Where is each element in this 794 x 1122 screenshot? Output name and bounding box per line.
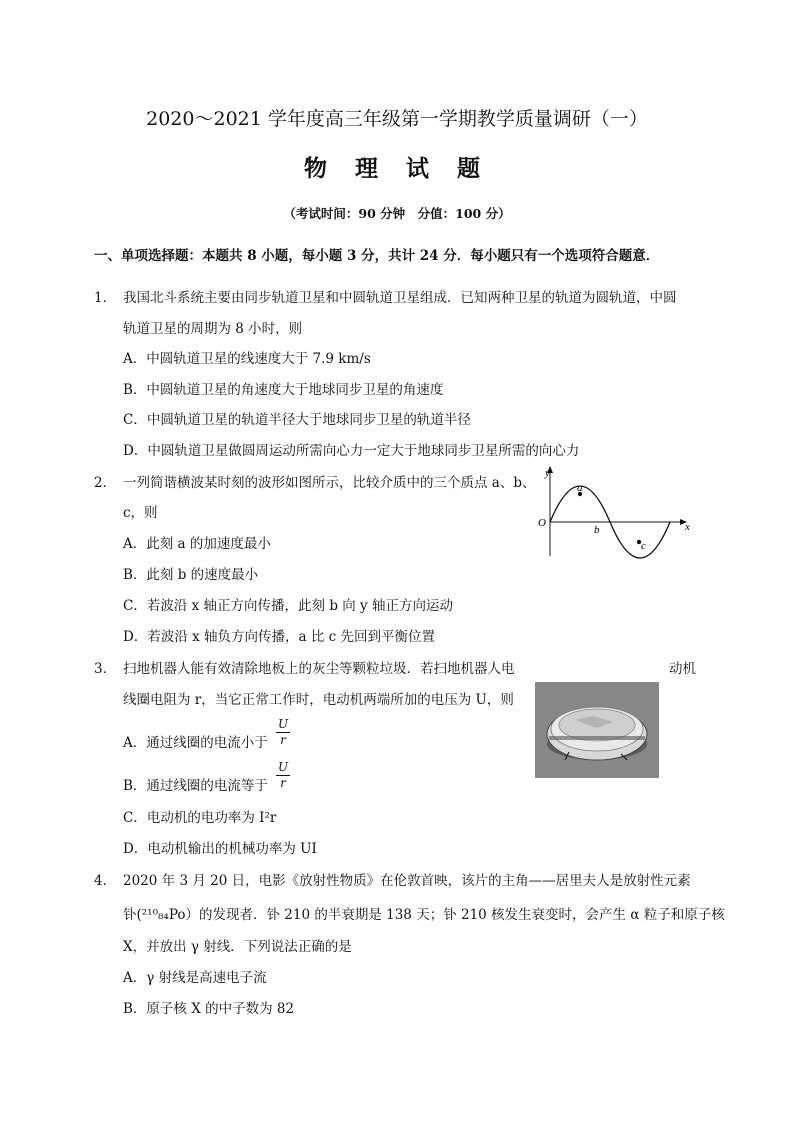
option-b: B．此刻 b 的速度最小 xyxy=(123,567,259,583)
fraction-denominator: r xyxy=(280,776,286,790)
subject-title: 物 理 试 题 xyxy=(303,155,491,182)
point-b-label: b xyxy=(594,524,600,536)
question-stem-line: 线圈电阻为 r，当它正常工作时，电动机两端所加的电压为 U，则 xyxy=(123,692,514,708)
question-number: 4． xyxy=(94,873,117,889)
option-c: C．中圆轨道卫星的轨道半径大于地球同步卫星的轨道半径 xyxy=(123,412,471,428)
question-stem-line: 2020 年 3 月 20 日，电影《放射性物质》在伦敦首映，该片的主角——居里夫人是放射性元素 xyxy=(123,873,691,889)
fraction-denominator: r xyxy=(280,733,286,747)
point-c-label: c xyxy=(641,540,646,552)
option-b: B．原子核 X 的中子数为 82 xyxy=(123,1001,295,1017)
question-stem-line: 一列简谐横波某时刻的波形如图所示，比较介质中的三个质点 a、b、 xyxy=(123,475,536,491)
option-b: B．通过线圈的电流等于 xyxy=(123,778,268,794)
question-stem-line-end: 动机 xyxy=(669,661,696,677)
x-axis-label: x xyxy=(685,521,690,533)
option-b: B．中圆轨道卫星的角速度大于地球同步卫星的角速度 xyxy=(123,382,444,398)
question-number: 2． xyxy=(94,475,117,491)
fraction-numerator: U xyxy=(277,717,289,731)
option-d: D．中圆轨道卫星做圆周运动所需向心力一定大于地球同步卫星所需的向心力 xyxy=(123,443,580,459)
y-axis-label: y xyxy=(545,467,550,479)
option-a: A．此刻 a 的加速度最小 xyxy=(123,536,271,552)
question-number: 3． xyxy=(94,661,117,677)
point-a-label: a xyxy=(577,482,583,494)
exam-title: 2020～2021 学年度高三年级第一学期教学质量调研（一） xyxy=(146,108,648,130)
option-c: C．若波沿 x 轴正方向传播，此刻 b 向 y 轴正方向运动 xyxy=(123,598,453,614)
fraction-u-over-r xyxy=(276,717,290,748)
question-stem-line: 轨道卫星的周期为 8 小时，则 xyxy=(123,321,303,337)
option-c: C．电动机的电功率为 I²r xyxy=(123,810,277,826)
option-a: A．中圆轨道卫星的线速度大于 7.9 km/s xyxy=(123,351,371,367)
wave-graph-figure xyxy=(535,464,695,559)
question-number: 1． xyxy=(94,290,117,306)
question-stem-line: 钋(²¹⁰₈₄Po）的发现者．钋 210 的半衰期是 138 天；钋 210 核发生衰变时，会产生 α 粒子和原子核 xyxy=(123,907,725,923)
option-d: D．若波沿 x 轴负方向传播，a 比 c 先回到平衡位置 xyxy=(123,629,436,645)
question-stem-line: X，并放出 γ 射线．下列说法正确的是 xyxy=(123,939,352,955)
option-d: D．电动机输出的机械功率为 UI xyxy=(123,841,317,857)
question-stem-line: 我国北斗系统主要由同步轨道卫星和中圆轨道卫星组成．已知两种卫星的轨道为圆轨道，中圆 xyxy=(123,290,677,306)
robot-vacuum-photo xyxy=(535,682,659,778)
question-stem-line: 扫地机器人能有效清除地板上的灰尘等颗粒垃圾．若扫地机器人电 xyxy=(123,661,515,677)
section-heading: 一、单项选择题：本题共 8 小题，每小题 3 分，共计 24 分．每小题只有一个选项符合题意． xyxy=(94,248,660,264)
exam-info: （考试时间：90 分钟 分值：100 分） xyxy=(283,206,511,221)
origin-label: O xyxy=(538,517,546,529)
option-a: A．γ 射线是高速电子流 xyxy=(123,970,267,986)
option-a: A．通过线圈的电流小于 xyxy=(123,735,268,751)
fraction-u-over-r xyxy=(276,760,290,791)
question-stem-line: c，则 xyxy=(123,505,158,521)
fraction-numerator: U xyxy=(277,760,289,774)
